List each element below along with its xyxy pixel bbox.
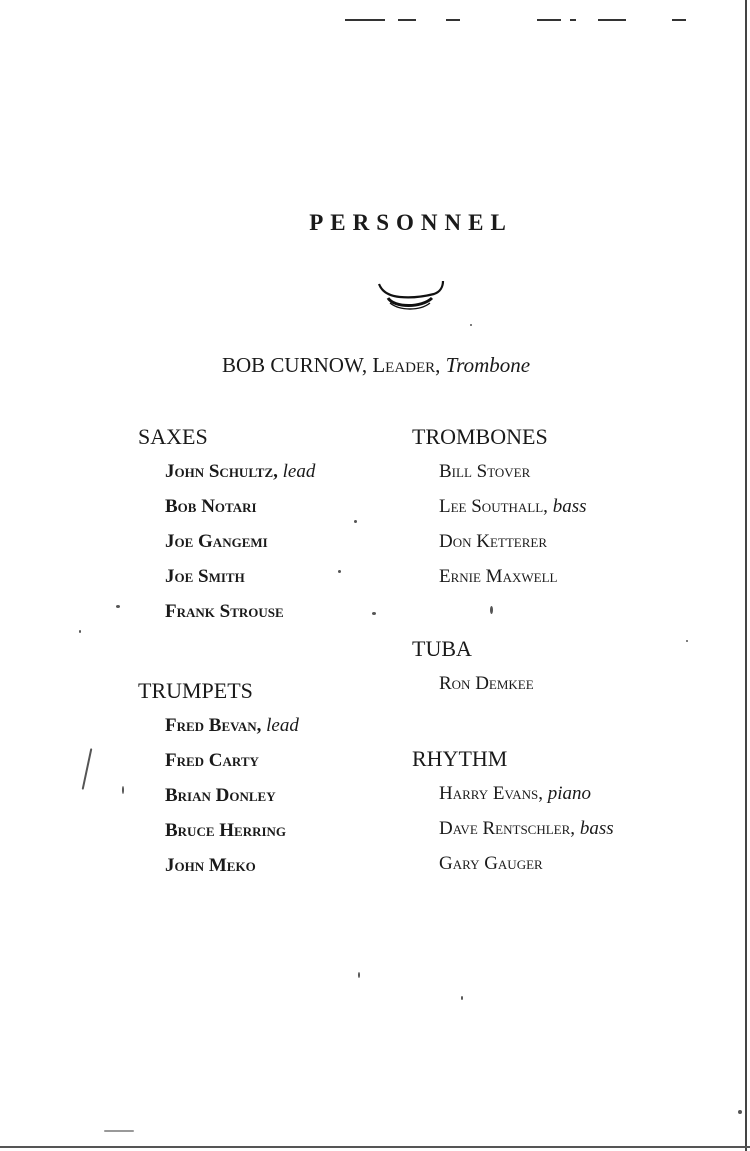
member-row	[138, 813, 299, 848]
member-row	[138, 848, 299, 883]
member-row	[138, 524, 315, 559]
page-title: PERSONNEL	[309, 210, 513, 235]
member-name: Frank Strouse	[165, 601, 284, 622]
section-heading: RHYTHM	[412, 746, 508, 771]
section-heading: TROMBONES	[412, 424, 548, 449]
leader-line	[222, 353, 530, 378]
member-row	[138, 743, 299, 778]
member-name: Bob Notari	[165, 496, 257, 517]
ornament-icon	[376, 278, 446, 318]
scan-mark	[537, 19, 561, 21]
member-row	[412, 454, 586, 489]
scan-speck	[338, 570, 341, 573]
section-tuba	[412, 634, 534, 701]
member-row	[412, 846, 614, 881]
scan-mark	[598, 19, 626, 21]
scan-speck	[358, 972, 360, 978]
member-row	[412, 776, 614, 811]
section-heading: SAXES	[138, 424, 208, 449]
member-role: bass	[552, 496, 587, 517]
scan-mark	[345, 19, 385, 21]
member-row	[138, 778, 299, 813]
member-row	[138, 489, 315, 524]
member-name: Brian Donley	[165, 785, 276, 806]
section-trumpets	[138, 676, 299, 883]
scan-speck	[82, 748, 93, 789]
scan-speck	[490, 606, 493, 614]
section-heading: TRUMPETS	[138, 678, 253, 703]
member-row	[138, 559, 315, 594]
page-edge-right	[745, 0, 747, 1151]
member-name: Fred Carty	[165, 750, 259, 771]
member-name: Ernie Maxwell	[439, 566, 558, 587]
member-name: John Schultz,	[165, 461, 278, 482]
member-row	[412, 489, 586, 524]
scan-speck	[116, 605, 120, 608]
member-name: Bruce Herring	[165, 820, 287, 841]
scan-speck	[122, 786, 124, 794]
scan-speck	[686, 640, 688, 642]
scan-speck	[372, 612, 376, 615]
section-rhythm	[412, 744, 614, 881]
scan-speck	[470, 324, 472, 326]
section-heading: TUBA	[412, 636, 472, 661]
scan-mark	[398, 19, 416, 21]
leader-role: Leader,	[372, 353, 441, 377]
member-row	[412, 811, 614, 846]
member-role: piano	[547, 783, 591, 804]
scan-mark	[570, 19, 576, 21]
member-name: Don Ketterer	[439, 531, 548, 552]
member-name: Bill Stover	[439, 461, 531, 482]
member-role: lead	[266, 715, 299, 736]
scan-speck	[738, 1110, 742, 1114]
member-row	[138, 594, 315, 629]
member-name: Dave Rentschler,	[439, 818, 576, 839]
member-name: Gary Gauger	[439, 853, 543, 874]
scan-mark	[672, 19, 686, 21]
scan-speck	[104, 1130, 134, 1132]
member-name: Joe Smith	[165, 566, 245, 587]
member-name: Joe Gangemi	[165, 531, 268, 552]
leader-name: BOB CURNOW,	[222, 353, 368, 377]
leader-instrument: Trombone	[445, 353, 531, 377]
member-row	[138, 708, 299, 743]
member-row	[412, 666, 534, 701]
member-name: Ron Demkee	[439, 673, 534, 694]
member-name: John Meko	[165, 855, 256, 876]
scan-speck	[461, 996, 463, 1000]
section-saxes	[138, 422, 315, 629]
member-role: bass	[579, 818, 614, 839]
section-trombones	[412, 422, 586, 594]
member-row	[412, 524, 586, 559]
member-name: Fred Bevan,	[165, 715, 262, 736]
member-name: Harry Evans,	[439, 783, 543, 804]
member-name: Lee Southall,	[439, 496, 548, 517]
scan-mark	[446, 19, 460, 21]
member-row	[138, 454, 315, 489]
scan-speck	[354, 520, 357, 523]
page-edge-bottom	[0, 1146, 750, 1148]
member-role: lead	[282, 461, 316, 482]
scan-speck	[79, 630, 81, 633]
member-row	[412, 559, 586, 594]
